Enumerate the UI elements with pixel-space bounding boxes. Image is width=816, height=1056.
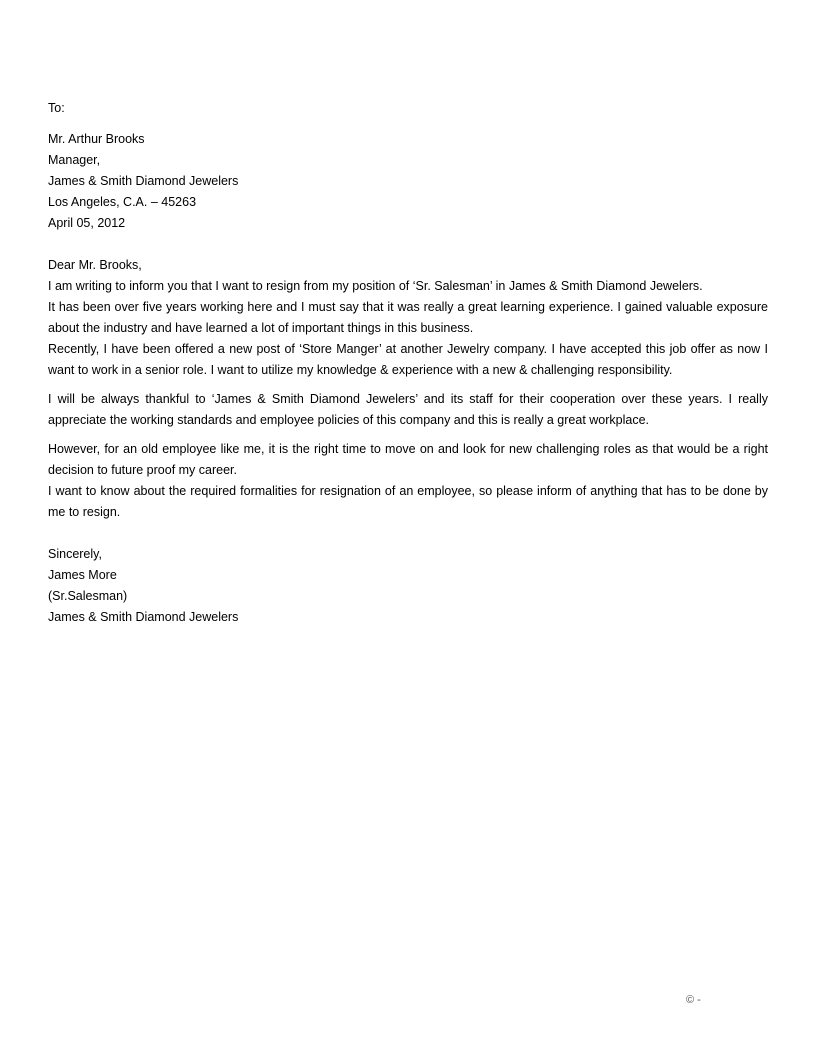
recipient-company: James & Smith Diamond Jewelers — [48, 174, 239, 188]
spacer — [48, 431, 768, 439]
spacer — [48, 523, 768, 544]
spacer — [48, 119, 768, 129]
paragraph-new-offer: Recently, I have been offered a new post of ‘Store Manger’ at another Jewelry company. I have accepted this job offer as now I want to work in a senior role. I want to utilize my knowledge & experience with a new & challenging responsibility. — [48, 342, 768, 377]
signer-title: (Sr.Salesman) — [48, 589, 128, 603]
recipient-address: Los Angeles, C.A. – 45263 — [48, 195, 197, 209]
letter-date: April 05, 2012 — [48, 216, 126, 230]
recipient-name: Mr. Arthur Brooks — [48, 132, 145, 146]
paragraph-thanks: I will be always thankful to ‘James & Smith Diamond Jewelers’ and its staff for their cooperation over these years. I really appreciate the working standards and employee policies of this company and this is really a great workplace. — [48, 392, 768, 427]
signer-company: James & Smith Diamond Jewelers — [48, 610, 239, 624]
spacer — [48, 381, 768, 389]
paragraph-experience: It has been over five years working here and I must say that it was really a great learning experience. I gained valuable exposure about the industry and have learned a lot of important things in this business. — [48, 300, 768, 335]
closing: Sincerely, — [48, 547, 102, 561]
to-label: To: — [48, 101, 65, 115]
paragraph-formalities: I want to know about the required formalities for resignation of an employee, so please inform of anything that has to be done by me to resign. — [48, 484, 768, 519]
spacer — [48, 234, 768, 255]
salutation: Dear Mr. Brooks, — [48, 258, 142, 272]
footer-copyright: © - — [686, 994, 701, 1006]
recipient-block — [48, 129, 768, 234]
recipient-title: Manager, — [48, 153, 101, 167]
signature-block — [48, 544, 768, 628]
signer-name: James More — [48, 568, 117, 582]
paragraph-intro: I am writing to inform you that I want to resign from my position of ‘Sr. Salesman’ in James & Smith Diamond Jewelers. — [48, 279, 703, 293]
paragraph-reason: However, for an old employee like me, it is the right time to move on and look for new challenging roles as that would be a right decision to future proof my career. — [48, 442, 768, 477]
letter-body — [48, 98, 768, 628]
